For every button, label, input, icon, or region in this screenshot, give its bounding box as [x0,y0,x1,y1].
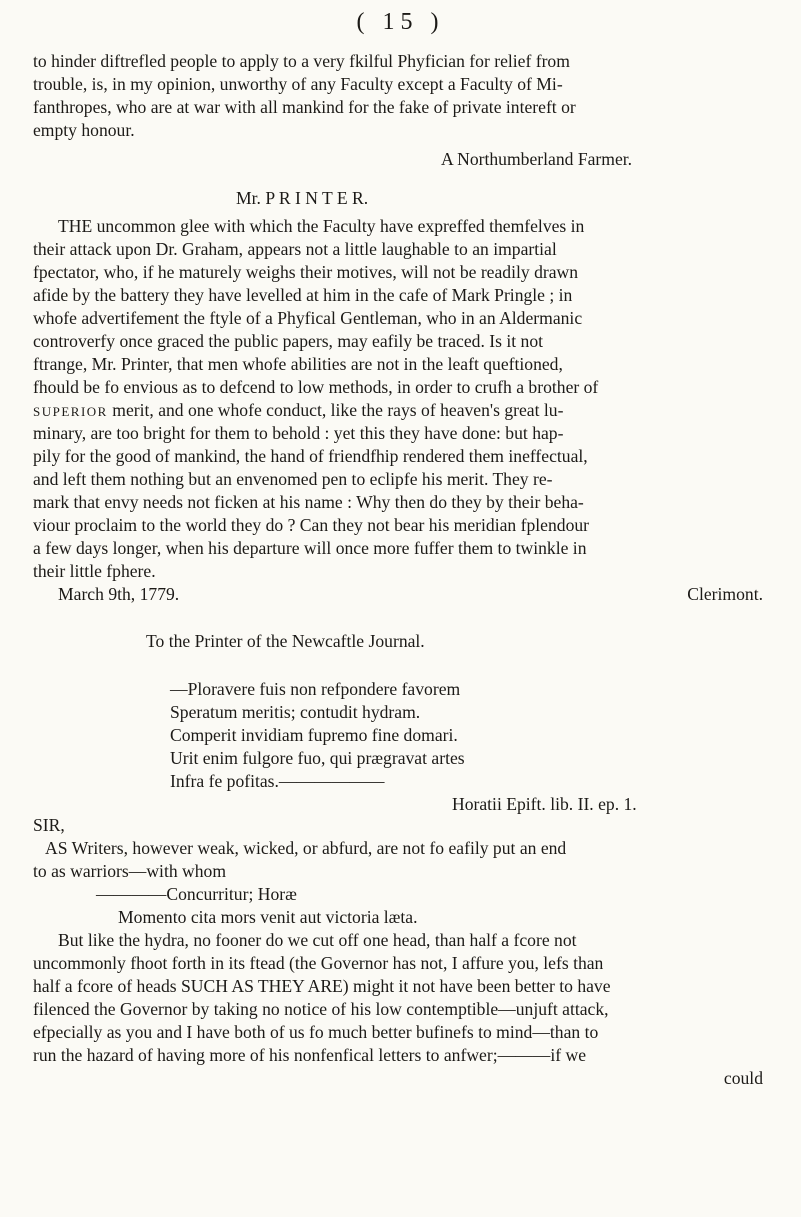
letter2-line-2: their attack upon Dr. Graham, appears not a little laughable to an impartial [33,239,557,259]
letter2-line-10: minary, are too bright for them to behold : yet this they have done: but hap- [33,423,564,443]
letter2-line-8: fhould be fo envious as to defcend to low methods, in order to crufh a brother of [33,377,599,397]
letter2-line-11: pily for the good of mankind, the hand of friendfhip rendered them ineffectual, [33,446,588,466]
letter3-salutation: SIR, [33,815,65,835]
letter3-line-6: uncommonly fhoot forth in its ftead (the Governor has not, I affure you, lefs than [33,953,604,973]
letter2-line-1: THE uncommon glee with which the Faculty have expreffed themfelves in [58,216,585,236]
letter1-line-4: empty honour. [33,120,135,140]
verse-line-1: —Ploravere fuis non refpondere favorem [170,679,461,699]
letter2-date: March 9th, 1779. [58,584,180,604]
letter2-line-3: fpectator, who, if he maturely weighs their motives, will not be readily drawn [33,262,579,282]
letter3-line-2: to as warriors—with whom [33,861,227,881]
letter3-line-5: But like the hydra, no fooner do we cut off one head, than half a fcore not [58,930,577,950]
letter3-line-10: run the hazard of having more of his nonfenfical letters to anfwer;———if we [33,1045,587,1065]
letter2-line-7: ftrange, Mr. Printer, that men whofe abilities are not in the leaft queftioned, [33,354,563,374]
letter1-line-2: trouble, is, in my opinion, unworthy of any Faculty except a Faculty of Mi- [33,74,563,94]
letter1-line-3: fanthropes, who are at war with all mankind for the fake of private intereft or [33,97,576,117]
letter3-line-1: AS Writers, however weak, wicked, or abfurd, are not fo eafily put an end [45,838,567,858]
letter3-line-4: Momento cita mors venit aut victoria læta. [118,907,418,927]
letter1-line-1: to hinder diftrefled people to apply to a very fkilful Phyfician for relief from [33,51,570,71]
superior-smallcaps: SUPERIOR [33,404,108,419]
letter1-signature: A Northumberland Farmer. [441,149,633,169]
verse-citation: Horatii Epift. lib. II. ep. 1. [452,794,637,814]
verse-line-2: Speratum meritis; contudit hydram. [170,702,421,722]
letter2-signature: Clerimont. [687,584,763,604]
letter3-line-3: ————Concurritur; Horæ [96,884,297,904]
letter2-line-9-text: merit, and one whofe conduct, like the rays of heaven's great lu- [112,400,564,420]
letter2-line-9 [33,399,563,423]
letter2-line-12: and left them nothing but an envenomed pen to eclipfe his merit. They re- [33,469,553,489]
catchword: could [723,1068,763,1088]
letter2-line-16: their little fphere. [33,561,156,581]
letter2-line-13: mark that envy needs not ficken at his name : Why then do they by their beha- [33,492,584,512]
letter2-line-6: controverfy once graced the public papers, may eafily be traced. Is it not [33,331,544,351]
verse-line-5: Infra fe pofitas.—————— [170,771,385,791]
letter3-line-9: efpecially as you and I have both of us fo much better bufinefs to mind—than to [33,1022,599,1042]
letter2-line-4: afide by the battery they have levelled at him in the cafe of Mark Pringle ; in [33,285,573,305]
letter3-heading: To the Printer of the Newcaftle Journal. [146,631,425,651]
letter2-line-14: viour proclaim to the world they do ? Can they not bear his meridian fplendour [33,515,590,535]
letter2-line-15: a few days longer, when his departure will once more fuffer them to twinkle in [33,538,587,558]
letter2-salutation: Mr. P R I N T E R. [236,188,369,208]
letter2-line-5: whofe advertifement the ftyle of a Phyfical Gentleman, who in an Aldermanic [33,308,583,328]
verse-line-3: Comperit invidiam fupremo fine domari. [170,725,458,745]
letter3-line-8: filenced the Governor by taking no notice of his low contemptible—unjuft attack, [33,999,609,1019]
page-number: ( 15 ) [356,9,445,35]
verse-line-4: Urit enim fulgore fuo, qui prægravat artes [170,748,465,768]
letter3-line-7: half a fcore of heads SUCH AS THEY ARE) might it not have been better to have [33,976,611,996]
